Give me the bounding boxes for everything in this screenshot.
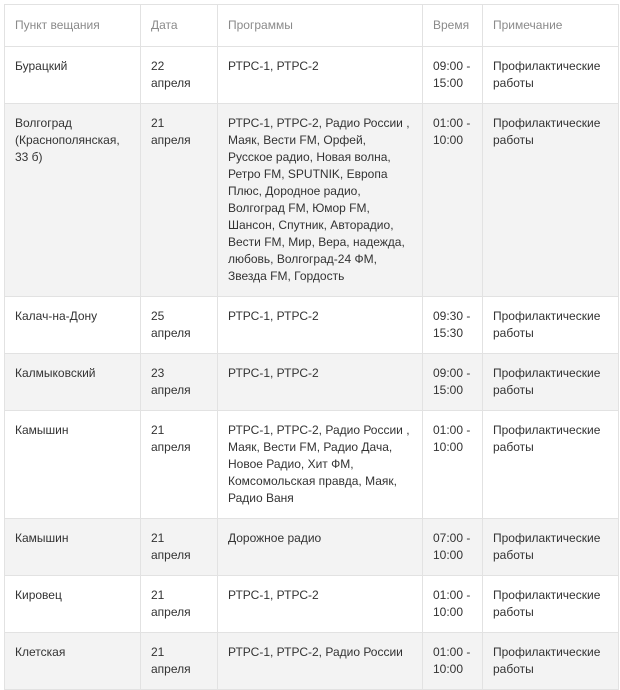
header-point: Пункт вещания <box>5 5 141 47</box>
cell-date: 21 апреля <box>141 633 218 690</box>
table-row <box>5 411 619 519</box>
cell-time: 07:00 - 10:00 <box>423 519 483 576</box>
cell-time: 09:00 - 15:00 <box>423 354 483 411</box>
cell-point: Калмыковский <box>5 354 141 411</box>
cell-time: 01:00 - 10:00 <box>423 576 483 633</box>
cell-programs: РТРС-1, РТРС-2 <box>218 354 423 411</box>
table-row <box>5 354 619 411</box>
cell-date: 21 апреля <box>141 411 218 519</box>
cell-date: 21 апреля <box>141 104 218 297</box>
cell-programs: РТРС-1, РТРС-2 <box>218 576 423 633</box>
cell-date: 21 апреля <box>141 519 218 576</box>
cell-time: 01:00 - 10:00 <box>423 633 483 690</box>
cell-note: Профилактические работы <box>483 633 619 690</box>
cell-time: 09:00 - 15:00 <box>423 47 483 104</box>
cell-point: Бурацкий <box>5 47 141 104</box>
table-row <box>5 104 619 297</box>
cell-note: Профилактические работы <box>483 576 619 633</box>
header-programs: Программы <box>218 5 423 47</box>
header-note: Примечание <box>483 5 619 47</box>
cell-note: Профилактические работы <box>483 104 619 297</box>
cell-note: Профилактические работы <box>483 297 619 354</box>
table-row <box>5 297 619 354</box>
table-row <box>5 633 619 690</box>
cell-point: Камышин <box>5 519 141 576</box>
cell-point: Калач-на-Дону <box>5 297 141 354</box>
cell-programs: РТРС-1, РТРС-2, Радио России , Маяк, Вести FM, Орфей, Русское радио, Новая волна, Ретро FM, SPUTNIK, Европа Плюс, Дородное радио, Волгоград FM, Юмор FM, Шансон, Спутник, Авторадио, Вести FM, Мир, Вера, надежда, любовь, Волгоград-24 ФМ, Звезда FM, Гордость <box>218 104 423 297</box>
cell-time: 01:00 - 10:00 <box>423 104 483 297</box>
cell-note: Профилактические работы <box>483 411 619 519</box>
cell-date: 23 апреля <box>141 354 218 411</box>
cell-programs: РТРС-1, РТРС-2 <box>218 297 423 354</box>
cell-programs: РТРС-1, РТРС-2 <box>218 47 423 104</box>
cell-programs: РТРС-1, РТРС-2, Радио России , Маяк, Вести FM, Радио Дача, Новое Радио, Хит ФМ, Комсомольская правда, Маяк, Радио Ваня <box>218 411 423 519</box>
cell-time: 09:30 - 15:30 <box>423 297 483 354</box>
cell-date: 21 апреля <box>141 576 218 633</box>
cell-date: 22 апреля <box>141 47 218 104</box>
header-time: Время <box>423 5 483 47</box>
cell-point: Кировец <box>5 576 141 633</box>
cell-note: Профилактические работы <box>483 354 619 411</box>
cell-programs: РТРС-1, РТРС-2, Радио России <box>218 633 423 690</box>
cell-time: 01:00 - 10:00 <box>423 411 483 519</box>
cell-point: Волгоград (Краснополянская, 33 б) <box>5 104 141 297</box>
cell-programs: Дорожное радио <box>218 519 423 576</box>
table-row <box>5 576 619 633</box>
table-row <box>5 519 619 576</box>
cell-note: Профилактические работы <box>483 519 619 576</box>
cell-date: 25 апреля <box>141 297 218 354</box>
header-date: Дата <box>141 5 218 47</box>
cell-note: Профилактические работы <box>483 47 619 104</box>
table-row <box>5 47 619 104</box>
table-header-row <box>5 5 619 47</box>
cell-point: Клетская <box>5 633 141 690</box>
broadcast-schedule-table <box>4 4 619 690</box>
cell-point: Камышин <box>5 411 141 519</box>
